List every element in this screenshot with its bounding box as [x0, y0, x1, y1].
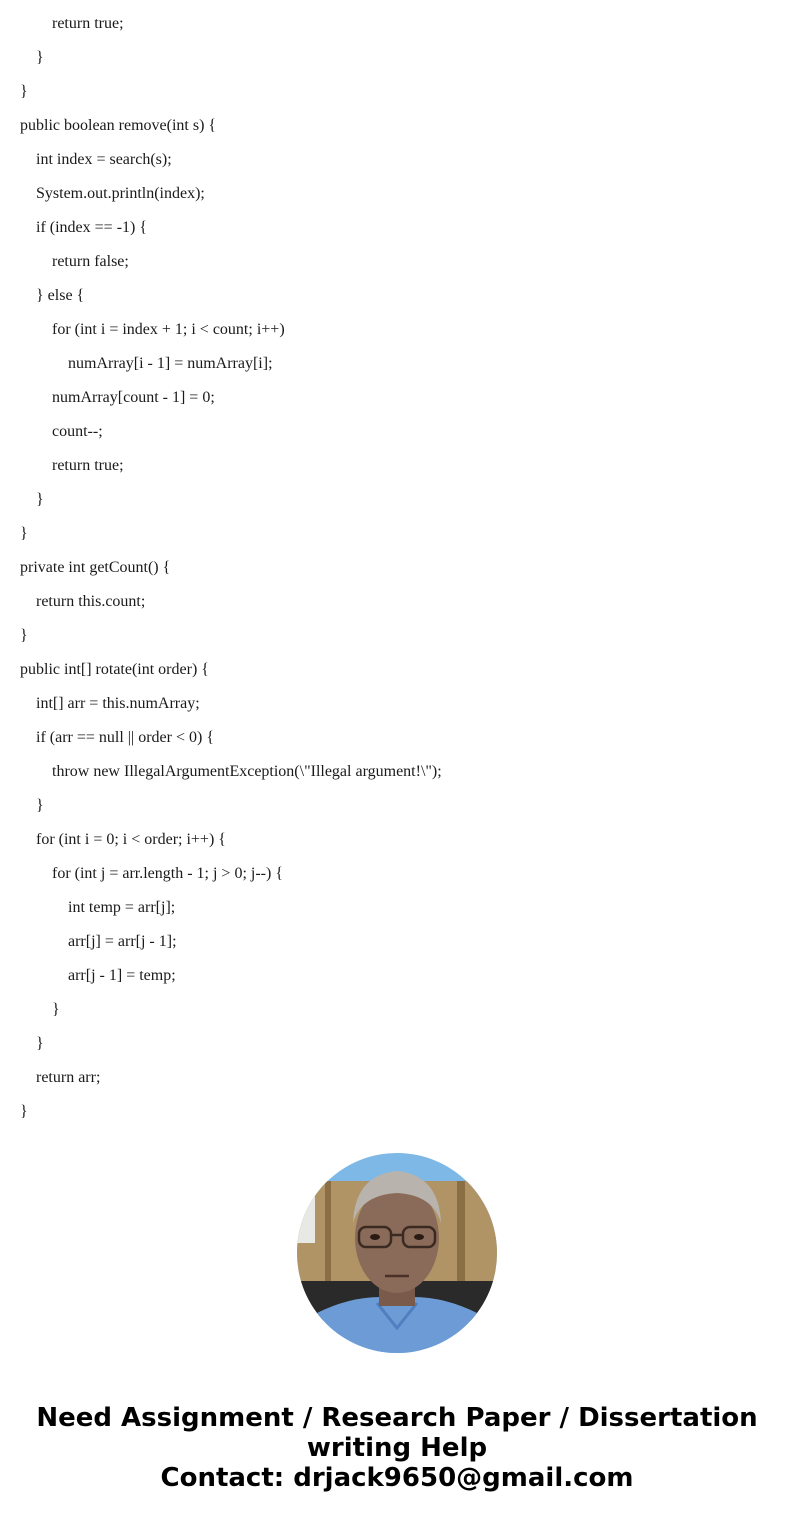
footer-headline: Need Assignment / Research Paper / Dissertation — [36, 1403, 758, 1433]
code-listing — [20, 7, 780, 1129]
code-line: } — [20, 1103, 28, 1120]
code-line: return false; — [52, 253, 129, 270]
code-line: return this.count; — [36, 593, 146, 610]
code-line: int temp = arr[j]; — [68, 899, 176, 916]
code-line: private int getCount() { — [20, 559, 171, 576]
code-line: } else { — [36, 287, 85, 304]
code-line: return true; — [52, 457, 124, 474]
code-line: numArray[i - 1] = numArray[i]; — [68, 355, 273, 372]
code-line: int[] arr = this.numArray; — [36, 695, 200, 712]
code-line: for (int i = 0; i < order; i++) { — [36, 831, 226, 848]
code-line: return true; — [52, 15, 124, 32]
code-line: } — [20, 525, 28, 542]
author-photo-icon — [297, 1153, 497, 1353]
code-line: numArray[count - 1] = 0; — [52, 389, 215, 406]
code-line: if (arr == null || order < 0) { — [36, 729, 214, 746]
code-line: int index = search(s); — [36, 151, 172, 168]
code-line: } — [20, 83, 28, 100]
code-line: } — [36, 491, 44, 508]
footer-contact-email: Contact: drjack9650@gmail.com — [160, 1463, 634, 1493]
code-line: } — [36, 49, 44, 66]
code-line: public boolean remove(int s) { — [20, 117, 217, 134]
wall-switch — [297, 1193, 315, 1243]
code-line: if (index == -1) { — [36, 219, 148, 236]
code-line: return arr; — [36, 1069, 101, 1086]
author-avatar — [297, 1153, 497, 1353]
code-line: count--; — [52, 423, 103, 440]
code-line: public int[] rotate(int order) { — [20, 661, 209, 678]
footer-subheadline: writing Help — [306, 1433, 488, 1463]
code-line: } — [52, 1001, 60, 1018]
code-line: System.out.println(index); — [36, 185, 205, 202]
code-line: throw new IllegalArgumentException(\"Illegal argument!\"); — [52, 763, 442, 780]
code-line: } — [36, 797, 44, 814]
code-line: } — [36, 1035, 44, 1052]
code-line: for (int i = index + 1; i < count; i++) — [52, 321, 285, 338]
code-line: } — [20, 627, 28, 644]
contact-footer — [0, 1403, 794, 1493]
code-line: for (int j = arr.length - 1; j > 0; j--) { — [52, 865, 284, 882]
code-line: arr[j - 1] = temp; — [68, 967, 176, 984]
code-line: arr[j] = arr[j - 1]; — [68, 933, 177, 950]
